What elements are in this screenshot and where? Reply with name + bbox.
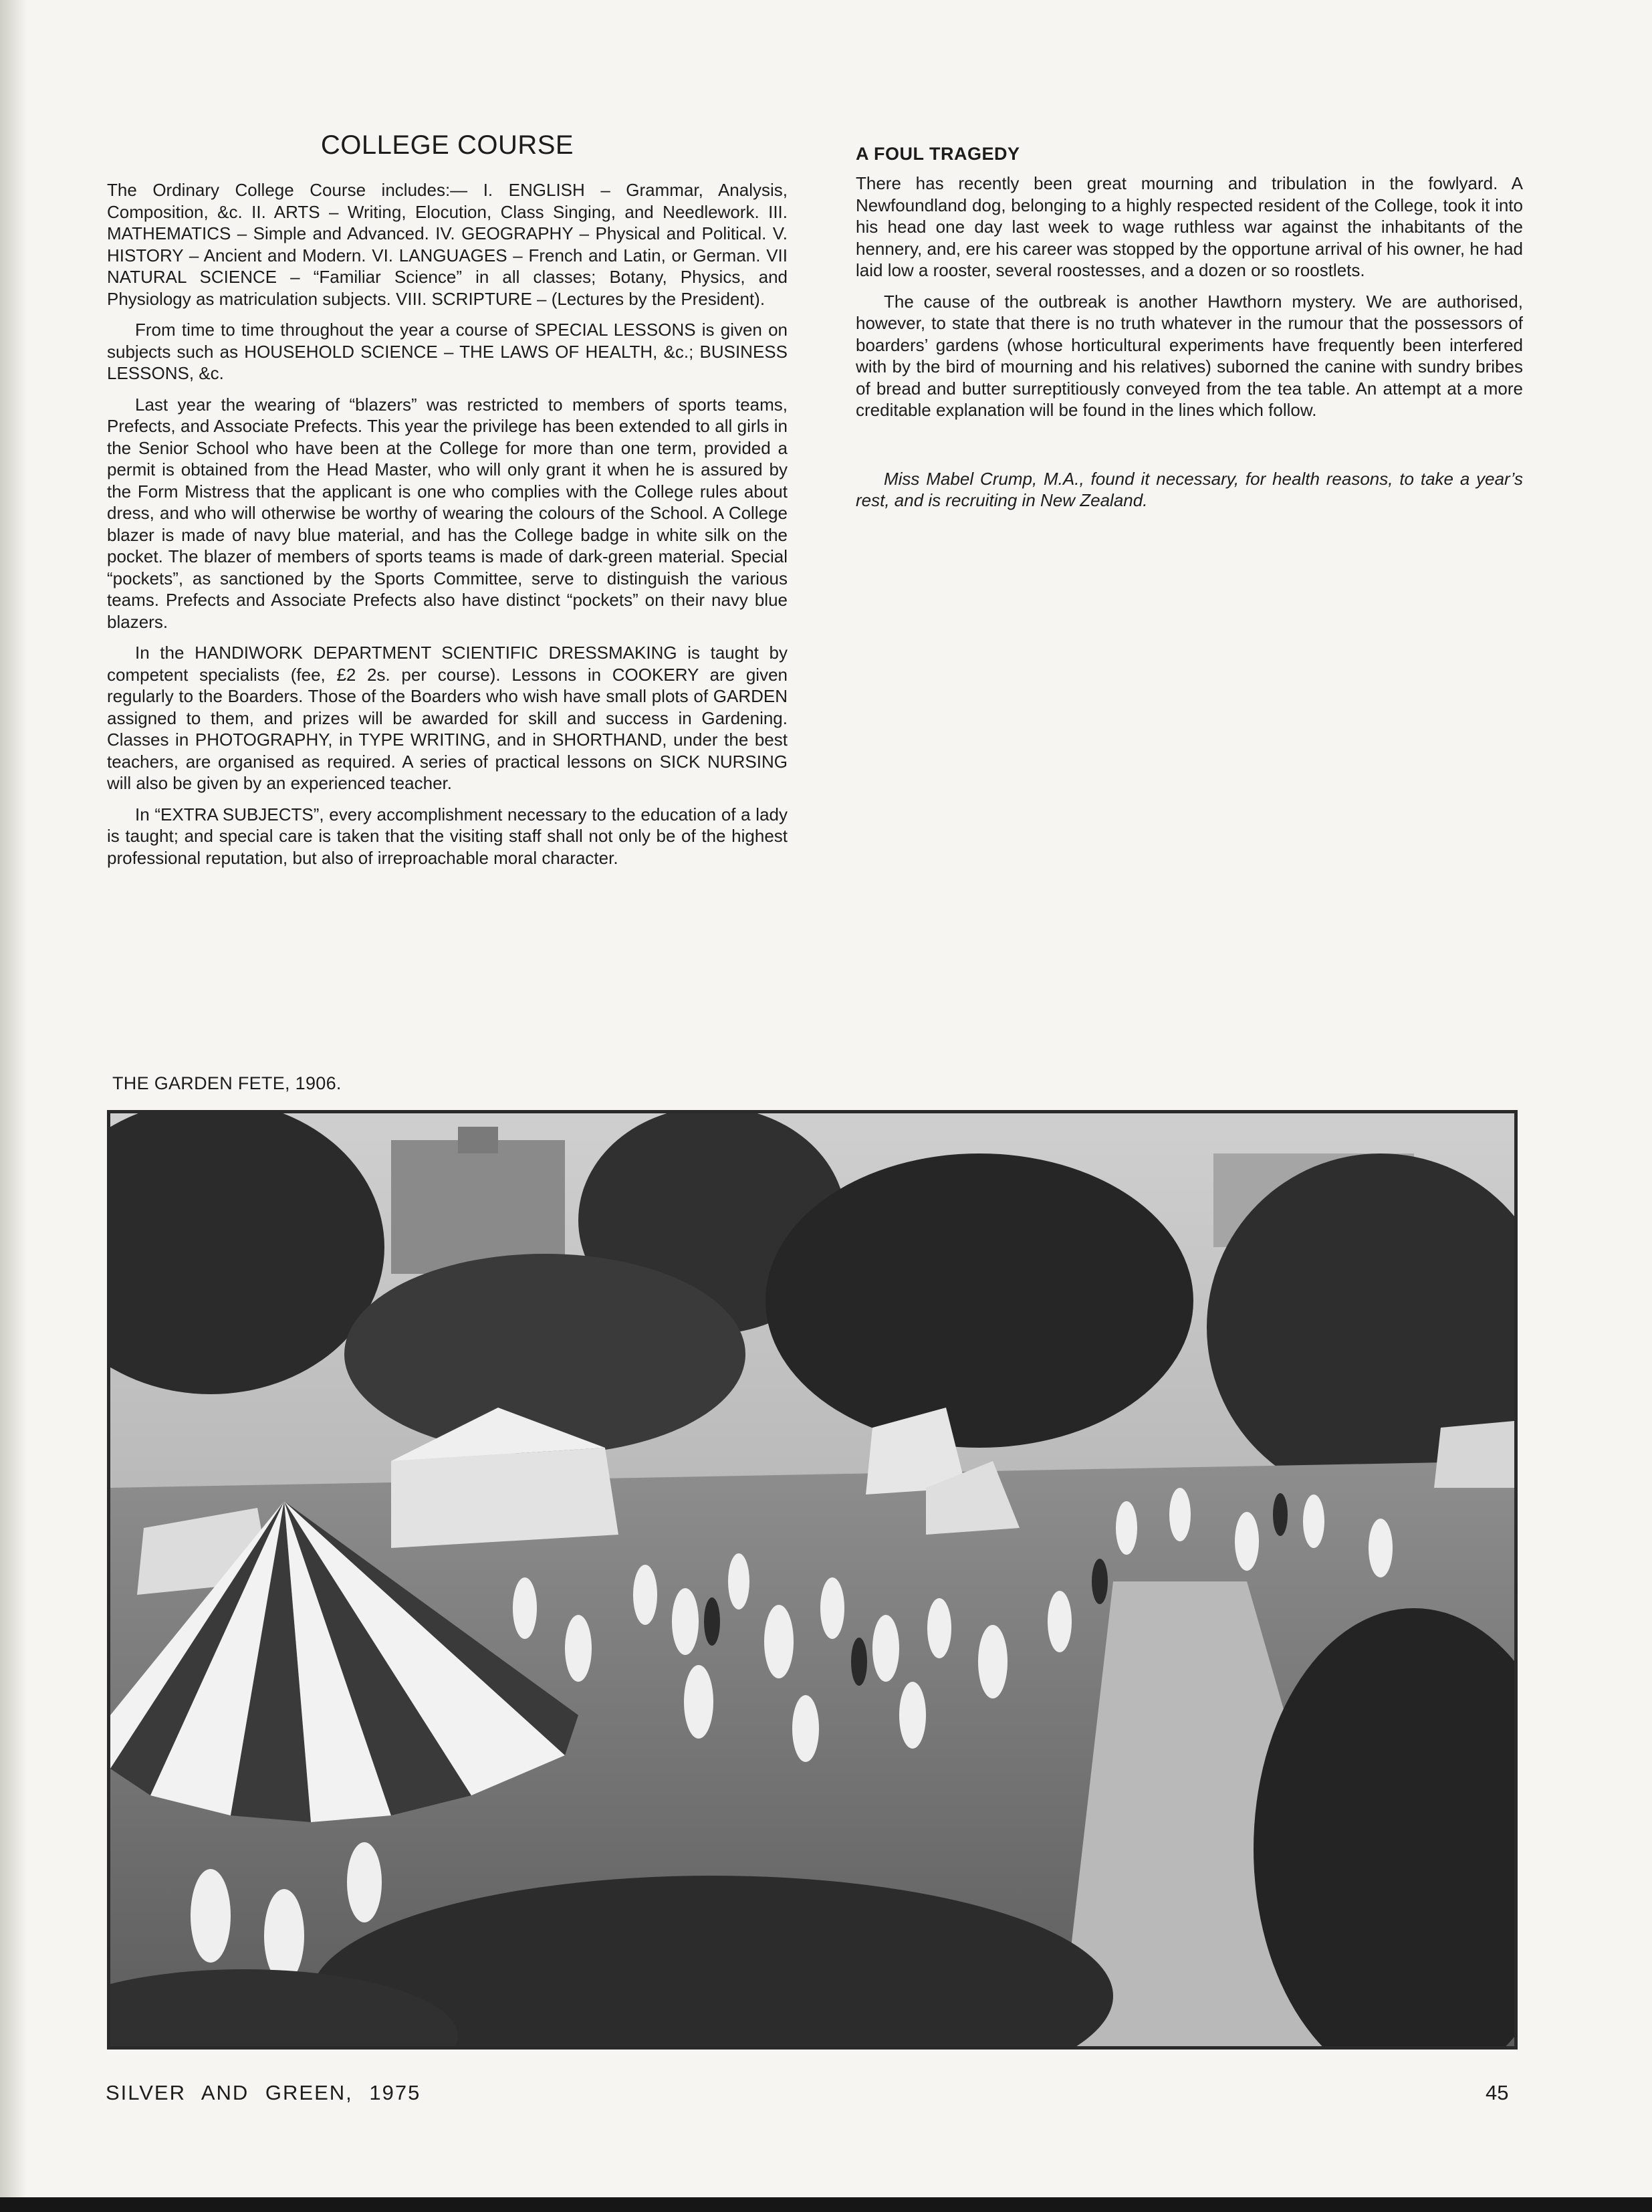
college-course-column xyxy=(107,130,788,878)
tragedy-paragraph: There has recently been great mourning and tribulation in the fowlyard. A Newfoundland dog, belonging to a highly respected resident of the College, took it into his head one day last week to wage ruthless war against the inhabitants of the hennery, and, ere his career was stopped by the opportune arrival of his owner, he had laid low a rooster, several roostesses, and a dozen or so roostlets. xyxy=(856,173,1523,280)
staff-note: Miss Mabel Crump, M.A., found it necessary, for health reasons, to take a year’s rest, and is recruiting in New Zealand. xyxy=(856,468,1523,510)
special-lessons-paragraph: From time to time throughout the year a course of SPECIAL LESSONS is given on subjects such as HOUSEHOLD SCIENCE – THE LAWS OF HEALTH, &c.; BUSINESS LESSONS, &c. xyxy=(107,320,788,383)
garden-fete-illustration xyxy=(110,1113,1514,2046)
binding-shadow xyxy=(0,0,27,2212)
foul-tragedy-heading: A FOUL TRAGEDY xyxy=(856,144,1020,164)
extra-subjects-paragraph: In “EXTRA SUBJECTS”, every accomplishment necessary to the education of a lady is taught; and special care is taken that the visiting staff shall not only be of the highest professional reputation, but also of irreproachable moral character. xyxy=(107,804,788,868)
handiwork-paragraph: In the HANDIWORK DEPARTMENT SCIENTIFIC DRESSMAKING is taught by competent specialists (fee, £2 2s. per course). Lessons in COOKERY are given regularly to the Boarders. Those of the Boarders who wish have small plots of GARDEN assigned to them, and prizes will be awarded for skill and success in Gardening. Classes in PHOTOGRAPHY, in TYPE WRITING, and in SHORTHAND, under the best teachers, are organised as required. A series of practical lessons on SICK NURSING will also be given by an experienced teacher. xyxy=(107,643,788,793)
garden-fete-photo xyxy=(107,1110,1518,2050)
course-paragraph: The Ordinary College Course includes:— I. ENGLISH – Grammar, Analysis, Composition, &c. II. ARTS – Writing, Elocution, Class Singing, and Needlework. III. MATHEMATICS – Simple and Advanced. IV. GEOGRAPHY – Physical and Political. V. HISTORY – Ancient and Modern. VI. LANGUAGES – French and Latin, or German. VII NATURAL SCIENCE – “Familiar Science” in all classes; Botany, Physics, and Physiology as matriculation subjects. VIII. SCRIPTURE – (Lectures by the President). xyxy=(107,180,788,309)
outbreak-paragraph: The cause of the outbreak is another Hawthorn mystery. We are authorised, however, to state that there is no truth whatever in the rumour that the possessors of boarders’ gardens (whose horticultural experiments have frequently been interfered with by the bird of mourning and his relatives) suborned the canine with sundry bribes of bread and butter surreptitiously conveyed from the tea table. An attempt at a more creditable explanation will be found in the lines which follow. xyxy=(856,291,1523,420)
photo-caption: THE GARDEN FETE, 1906. xyxy=(112,1073,342,1093)
page-number: 45 xyxy=(1486,2081,1509,2104)
college-course-heading: COLLEGE COURSE xyxy=(320,130,574,160)
foul-tragedy-column xyxy=(856,130,1523,521)
publication-footer: SILVER AND GREEN, 1975 xyxy=(106,2081,421,2104)
blazers-paragraph: Last year the wearing of “blazers” was restricted to members of sports teams, Prefects, and Associate Prefects. This year the privilege has been extended to all girls in the Senior School who have been at the College for more than one term, provided a permit is obtained from the Head Master, who will only grant it when he is assured by the Form Mistress that the applicant is one who complies with the College rules about dress, and who will otherwise be worthy of wearing the colours of the School. A College blazer is made of navy blue material, and has the College badge in white silk on the pocket. The blazer of members of sports teams is made of dark-green material. Special “pockets”, as sanctioned by the Sports Committee, serve to distinguish the various teams. Prefects and Associate Prefects also have distinct “pockets” on their navy blue blazers. xyxy=(107,394,788,632)
scan-edge-band xyxy=(0,2197,1652,2212)
